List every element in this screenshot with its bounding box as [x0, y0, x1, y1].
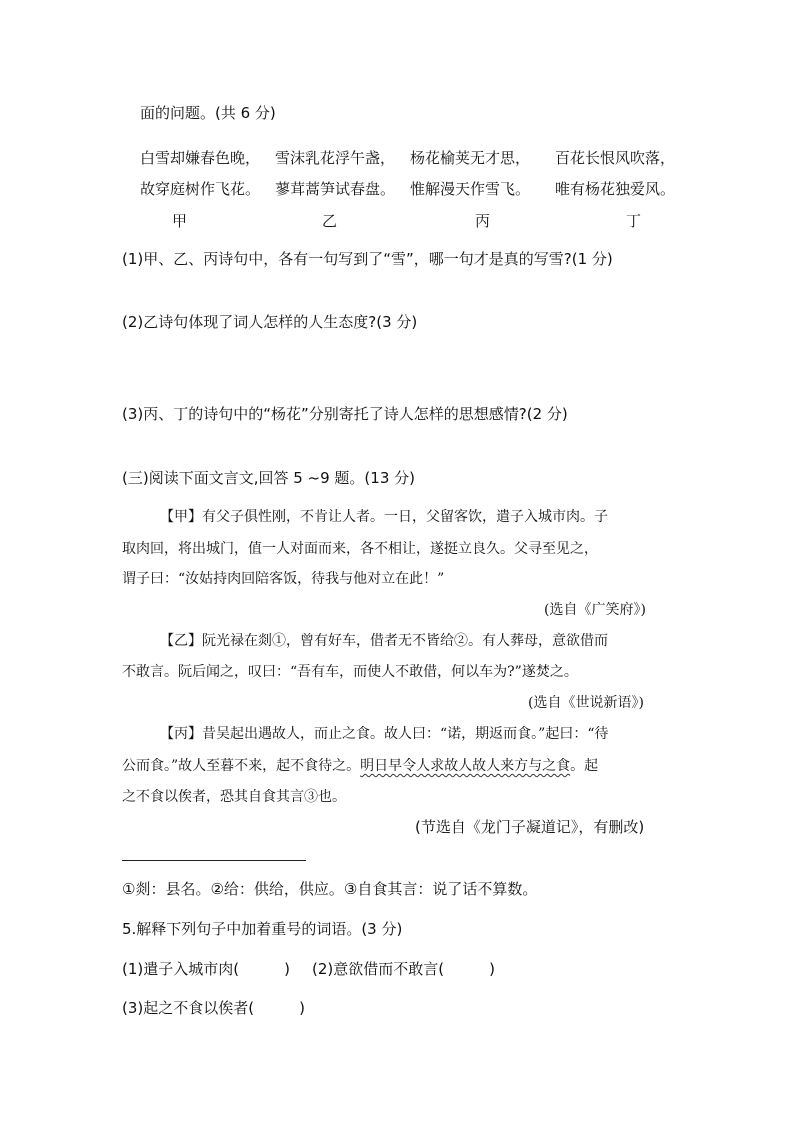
passage-jia-line1: 【甲】有父子俱性刚，不肯让人者。一日，父留客饮，遣子入城市肉。子 [160, 509, 608, 525]
passage-bing-line1: 【丙】昔吴起出遇故人，而止之食。故人曰：“诺，期返而食。”起曰：“待 [160, 726, 609, 742]
question-2: (2)乙诗句体现了词人怎样的人生态度?(3 分) [122, 313, 418, 331]
question-5-item-3: (3)起之不食以俟者( ) [122, 999, 305, 1017]
poem-ding-line1: 百花长恨风吹落， [555, 149, 676, 167]
section-3-heading: (三)阅读下面文言文,回答 5 ~9 题。(13 分) [122, 469, 415, 487]
footnote: ①剡：县名。②给：供给，供应。③自食其言：说了话不算数。 [122, 880, 538, 898]
passage-yi-line1: 【乙】阮光禄在剡①，曾有好车，借者无不皆给②。有人葬母，意欲借而 [160, 633, 608, 649]
question-1: (1)甲、乙、丙诗句中，各有一句写到了“雪”，哪一句才是真的写雪?(1 分) [122, 250, 613, 268]
passage-jia-source: (选自《广笑府》) [544, 602, 646, 618]
question-3: (3)丙、丁的诗句中的“杨花”分别寄托了诗人怎样的思想感情?(2 分) [122, 405, 568, 423]
poem-ding-line2: 唯有杨花独爱风。 [555, 180, 676, 198]
question-5-item-1: (1)遣子入城市肉( ) [122, 960, 290, 978]
passage-jia-line2: 取肉回，将出城门，值一人对面而来，各不相让，遂挺立良久。父寻至见之， [122, 541, 598, 557]
poem-bing-line2: 惟解漫天作雪飞。 [410, 180, 531, 198]
passage-yi-source: (选自《世说新语》) [528, 695, 644, 711]
poem-label-yi: 乙 [322, 212, 338, 230]
poem-yi-line2: 蓼茸蒿笋试春盘。 [275, 180, 396, 198]
underlined-sentence: 明日早令人求故人故人来方与之食 [360, 758, 571, 774]
passage-yi-line2: 不敢言。阮后闻之，叹曰：“吾有车，而使人不敢借，何以车为?”遂焚之。 [122, 664, 578, 680]
passage-bing-line2 [122, 755, 598, 775]
poem-jia-line1: 白雪却嫌春色晚， [140, 149, 261, 167]
intro-line: 面的问题。(共 6 分) [140, 104, 276, 122]
footnote-divider [122, 860, 306, 861]
question-5-item-2: (2)意欲借而不敢言( ) [312, 960, 495, 978]
poem-label-ding: 丁 [626, 212, 642, 230]
passage-jia-line3: 谓子曰：“汝姑持肉回陪客饭，待我与他对立在此！” [122, 571, 445, 587]
poem-bing-line1: 杨花榆荚无才思， [410, 149, 531, 167]
passage-bing-line2-start: 公而食。”故人至暮不来，起不食待之。 [122, 758, 361, 774]
poem-jia-line2: 故穿庭树作飞花。 [140, 180, 261, 198]
poem-yi-line1: 雪沫乳花浮午盏， [275, 149, 396, 167]
poem-label-bing: 丙 [475, 212, 491, 230]
question-5-title: 5.解释下列句子中加着重号的词语。(3 分) [122, 920, 403, 938]
poem-label-jia: 甲 [172, 212, 188, 230]
passage-bing-line3: 之不食以俟者，恐其自食其言③也。 [122, 789, 346, 805]
passage-bing-line2-end: 。起 [570, 758, 599, 774]
passage-bing-source: (节选自《龙门子凝道记》，有删改) [415, 818, 645, 836]
